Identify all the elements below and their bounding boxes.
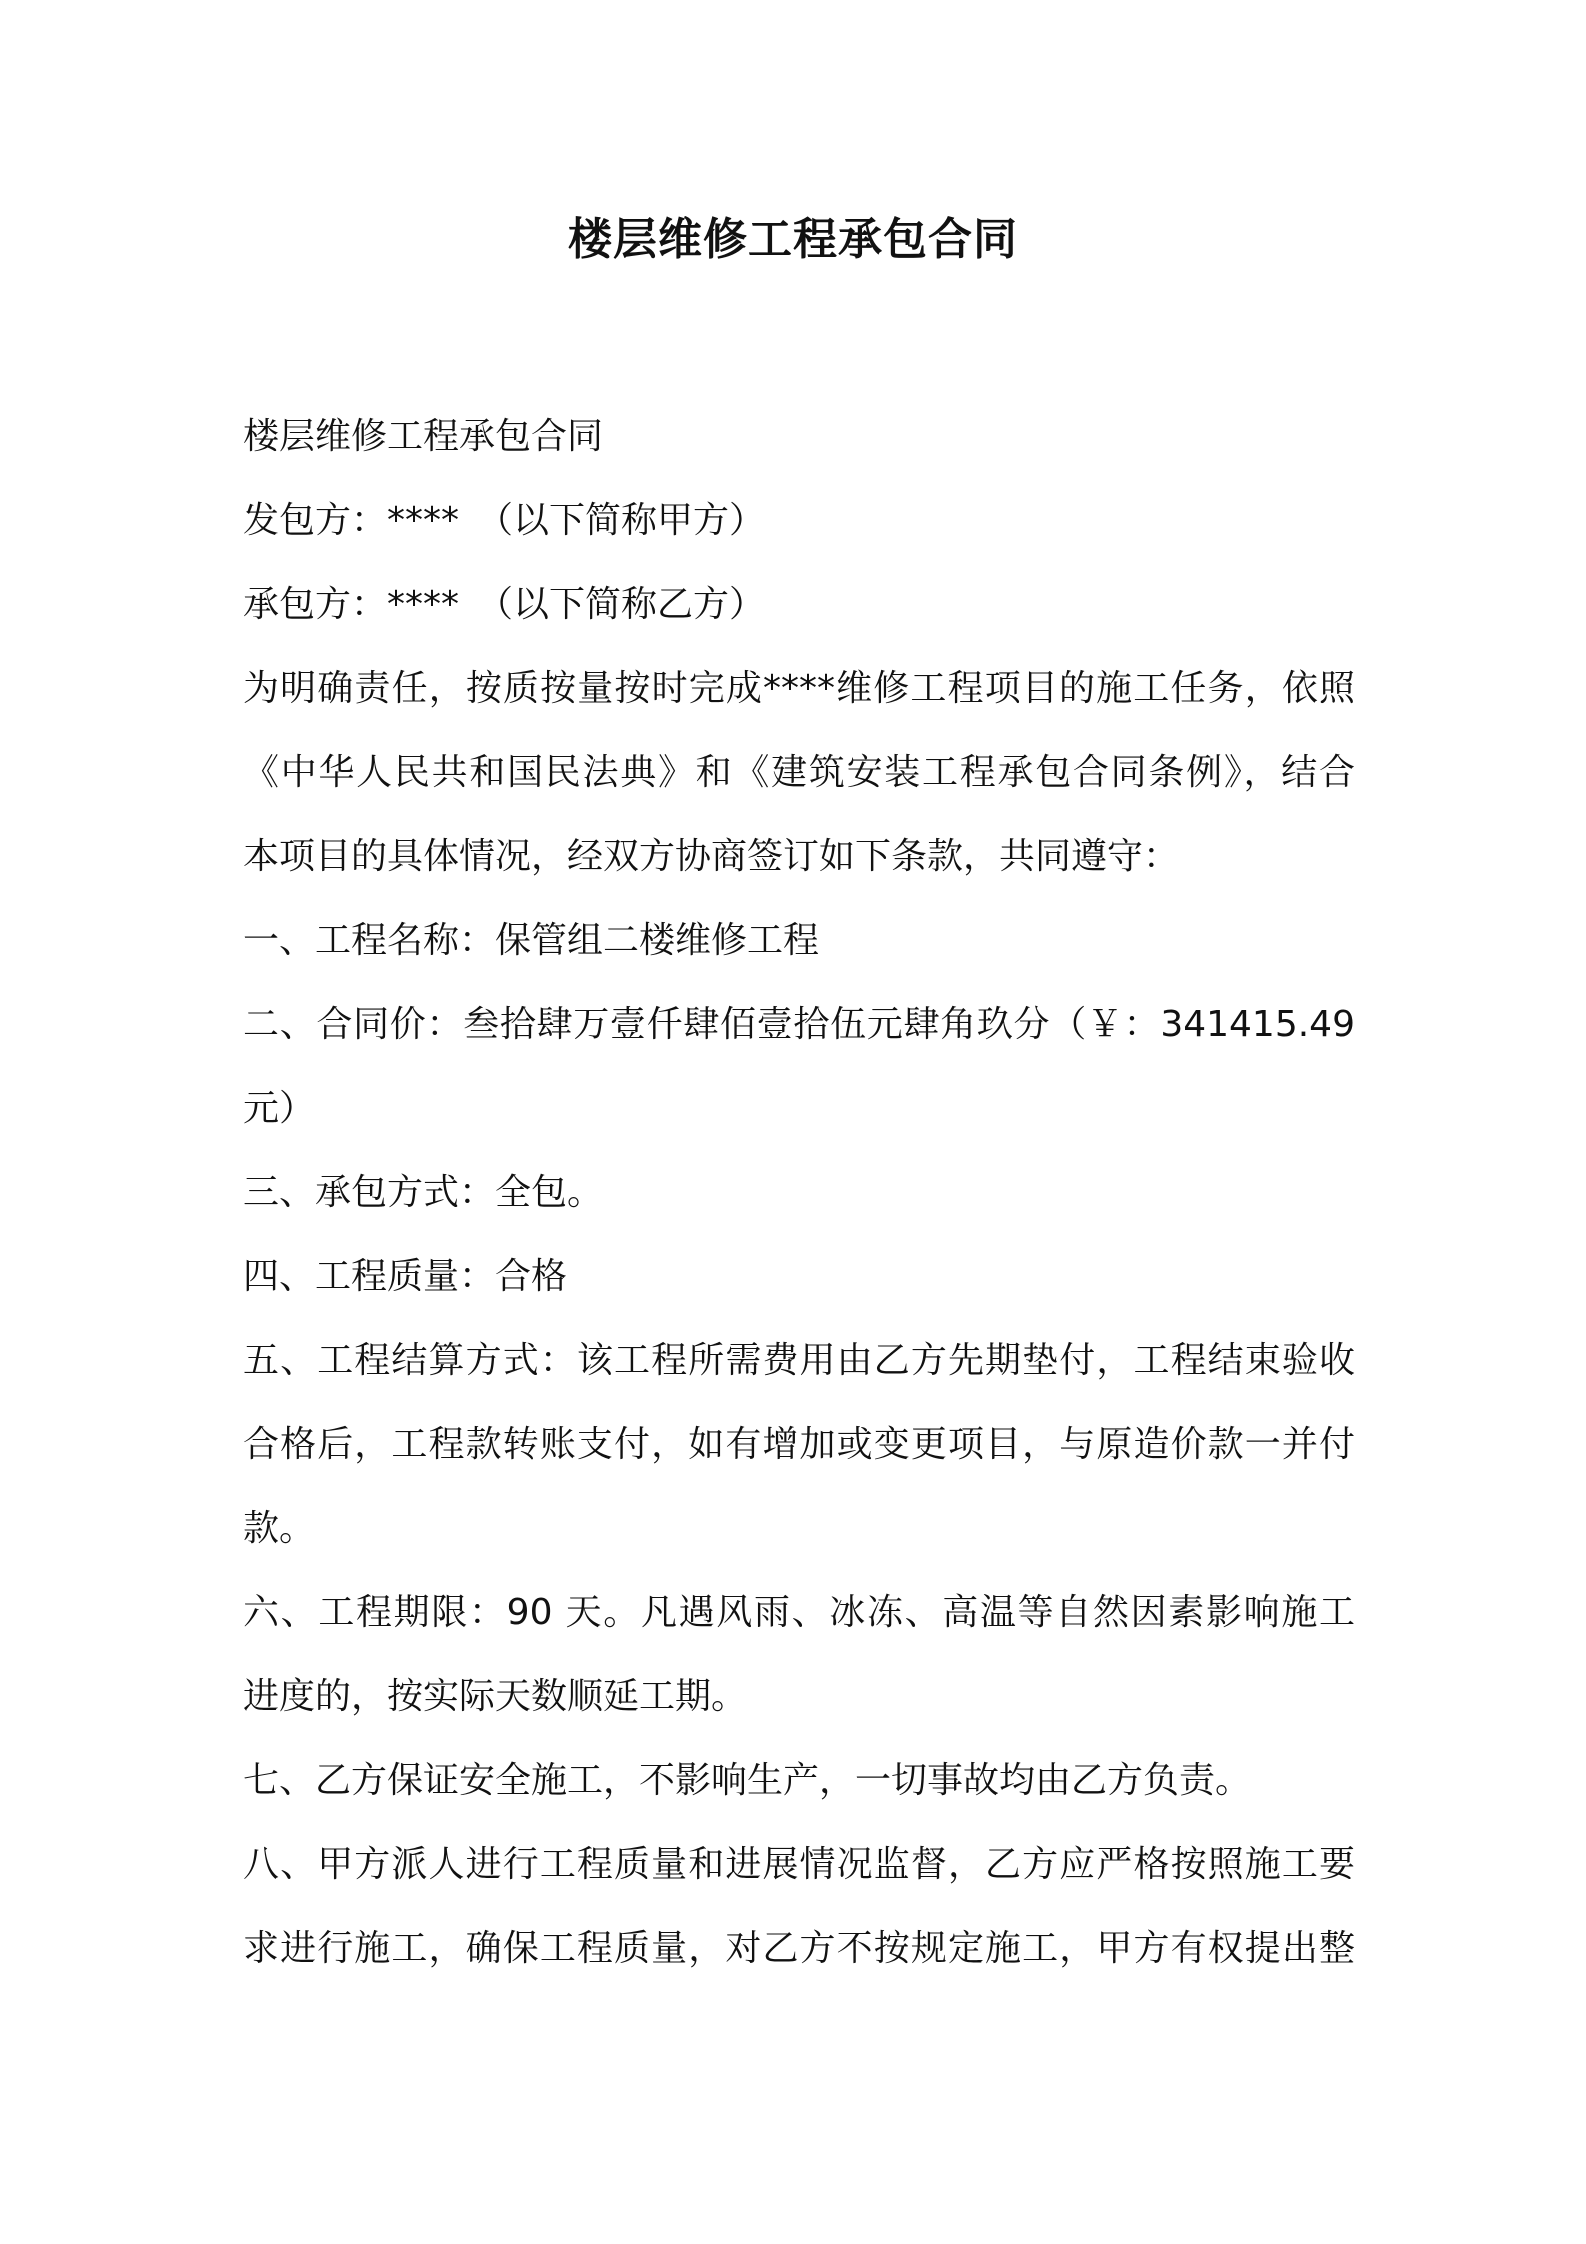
clause-5-line-3: 款。: [243, 1508, 316, 1549]
clause-8-line-2: 求进行施工，确保工程质量，对乙方不按规定施工，甲方有权提出整: [243, 1928, 1355, 1969]
clause-1-line: 一、工程名称：保管组二楼维修工程: [243, 920, 820, 961]
party-a-line: 发包方：**** （以下简称甲方）: [243, 500, 766, 541]
clause-4-line: 四、工程质量：合格: [243, 1256, 568, 1297]
subtitle-line: 楼层维修工程承包合同: [243, 416, 604, 457]
clause-5-line-1: 五、工程结算方式：该工程所需费用由乙方先期垫付，工程结束验收: [243, 1340, 1355, 1381]
clause-6-line-1: 六、工程期限：90 天。凡遇风雨、冰冻、高温等自然因素影响施工: [243, 1592, 1355, 1633]
preamble-line-3: 本项目的具体情况，经双方协商签订如下条款，共同遵守：: [243, 836, 1180, 877]
preamble-line-1: 为明确责任，按质按量按时完成****维修工程项目的施工任务，依照: [243, 668, 1355, 709]
clause-5-line-2: 合格后，工程款转账支付，如有增加或变更项目，与原造价款一并付: [243, 1424, 1355, 1465]
party-b-line: 承包方：**** （以下简称乙方）: [243, 584, 766, 625]
preamble-line-2: 《中华人民共和国民法典》和《建筑安装工程承包合同条例》，结合: [243, 752, 1355, 793]
clause-3-line: 三、承包方式：全包。: [243, 1172, 604, 1213]
clause-7-line: 七、乙方保证安全施工，不影响生产，一切事故均由乙方负责。: [243, 1760, 1252, 1801]
clause-6-line-2: 进度的，按实际天数顺延工期。: [243, 1676, 748, 1717]
clause-8-line-1: 八、甲方派人进行工程质量和进展情况监督，乙方应严格按照施工要: [243, 1844, 1355, 1885]
document-title: 楼层维修工程承包合同: [568, 214, 1018, 265]
clause-2-line-2: 元）: [243, 1088, 316, 1129]
clause-2-line-1: 二、合同价：叁拾肆万壹仟肆佰壹拾伍元肆角玖分（￥：341415.49: [243, 1004, 1355, 1045]
